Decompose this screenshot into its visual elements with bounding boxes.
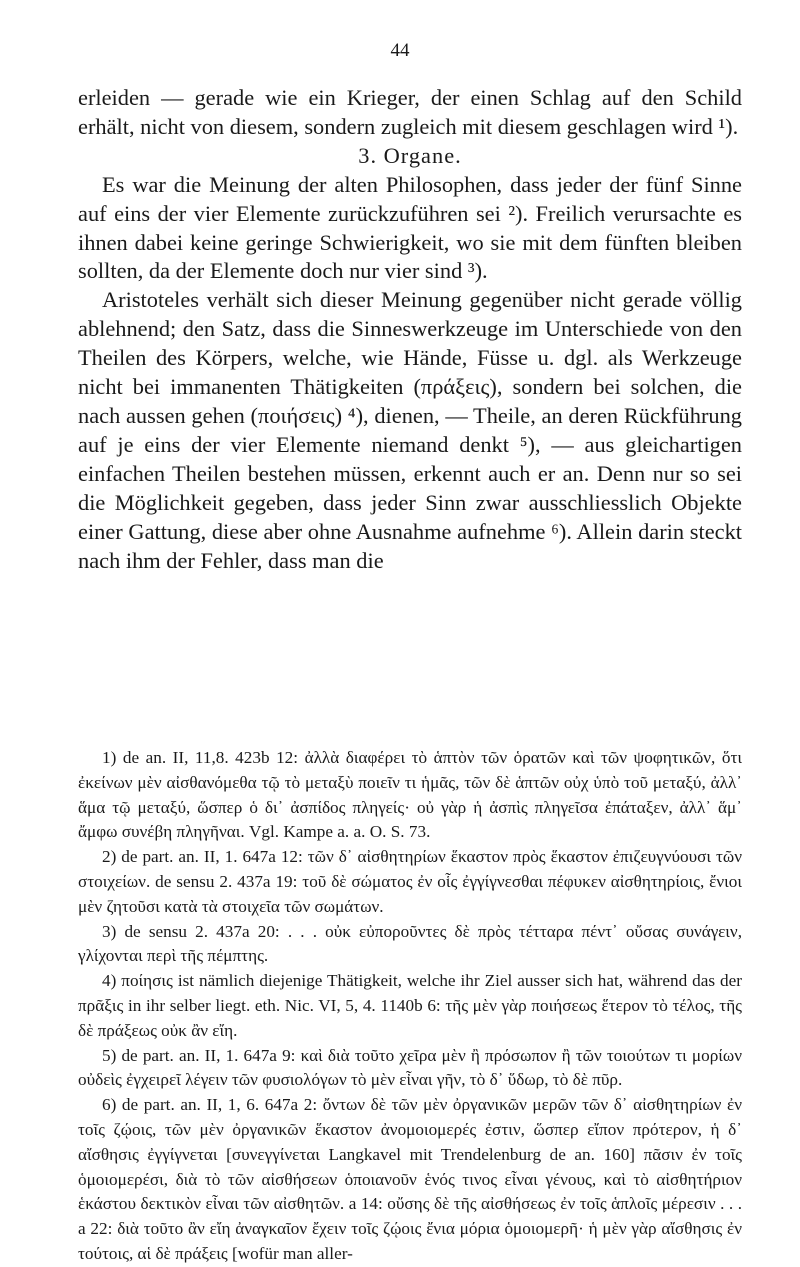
footnotes	[78, 746, 742, 1267]
page-number: 44	[390, 40, 410, 61]
main-text	[78, 84, 742, 575]
paragraph-2: Es war die Meinung der alten Philosophen, dass jeder der fünf Sinne auf eins der vier Elemente zurückzuführen sei ²). Freilich verursachte es ihnen dabei keine geringe Schwierigkeit, wo sie mit dem fünften bleiben sollten, da der Elemente doch nur vier sind ³).	[78, 171, 742, 284]
footnote-2: 2) de part. an. II, 1. 647a 12: τῶν δ᾽ αἰσθητηρίων ἕκαστον πρὸς ἕκαστον ἐπιζευγνύουσι τῶν στοιχείων. de sensu 2. 437a 19: τοῦ δὲ σώματος ἐν οἷς ἐγγίγνεσθαι πέφυκεν αἰσθητηρίοις, ἔνιοι μὲν ζητοῦσι κατὰ τὰ στοιχεῖα τῶν σωμάτων.	[78, 847, 742, 916]
paragraph-1: erleiden — gerade wie ein Krieger, der einen Schlag auf den Schild erhält, nicht von diesem, sondern zugleich mit diesem geschlagen wird ¹).	[78, 85, 742, 139]
footnote-1: 1) de an. II, 11,8. 423b 12: ἀλλὰ διαφέρει τὸ ἁπτὸν τῶν ὁρατῶν καὶ τῶν ψοφητικῶν, ὅτι ἐκείνων μὲν αἰσθανόμεθα τῷ τὸ μεταξὺ ποιεῖν τι ἡμᾶς, τῶν δὲ ἁπτῶν οὐχ ὑπὸ τοῦ μεταξύ, ἀλλ᾽ ἅμα τῷ μεταξύ, ὥσπερ ὁ δι᾽ ἀσπίδος πληγείς· οὐ γὰρ ἡ ἀσπὶς πληγεῖσα ἐπάταξεν, ἀλλ᾽ ἅμ᾽ ἄμφω συνέβη πληγῆναι. Vgl. Kampe a. a. O. S. 73.	[78, 748, 742, 842]
footnote-6: 6) de part. an. II, 1, 6. 647a 2: ὄντων δὲ τῶν μὲν ὀργανικῶν μερῶν τῶν δ᾽ αἰσθητηρίων ἐν τοῖς ζῴοις, τῶν μὲν ὀργανικῶν ἕκαστον ἀνομοιομερές ἐστιν, ὥσπερ εἴπον πρότερον, ἡ δ᾽ αἴσθησις ἐγγίγνεται [συνεγγίνεται Langkavel mit Trendelenburg de an. 160] πᾶσιν ἐν τοῖς ὁμοιομερέσι, διὰ τὸ τῶν αἰσθήσεων ὁποιανοῦν ἑνός τινος εἶναι γένους, καὶ τὸ αἰσθητήριον ἑκάστου δεκτικὸν εἶναι τῶν αἰσθητῶν. a 14: οὔσης δὲ τῆς αἰσθήσεως ἐν τοῖς ἁπλοῖς μέρεσιν . . . a 22: διὰ τοῦτο ἂν εἴη ἀναγκαῖον ἔχειν τοῖς ζῴοις ἔνια μόρια ὁμοιομερῆ· ἡ μὲν γὰρ αἴσθησις ἐν τούτοις, αἱ δὲ πράξεις [wofür man aller-	[78, 1095, 742, 1263]
footnote-4: 4) ποίησις ist nämlich diejenige Thätigkeit, welche ihr Ziel ausser sich hat, während das der πρᾶξις in ihr selber liegt. eth. Nic. VI, 5, 4. 1140b 6: τῆς μὲν γὰρ ποιήσεως ἕτερον τὸ τέλος, τῆς δὲ πράξεως οὐκ ἂν εἴη.	[78, 971, 742, 1040]
section-heading: 3. Organe.	[358, 142, 462, 168]
paragraph-3: Aristoteles verhält sich dieser Meinung gegenüber nicht gerade völlig ablehnend; den Satz, dass die Sinneswerkzeuge im Unterschiede von den Theilen des Körpers, welche, wie Hände, Füsse u. dgl. als Werkzeuge nicht bei immanenten Thätigkeiten (πράξεις), sondern bei solchen, die nach aussen gehen (ποιήσεις) ⁴), dienen, — Theile, an deren Rückführung auf je eins der vier Elemente niemand denkt ⁵), — aus gleichartigen einfachen Theilen bestehen müssen, erkennt auch er an. Denn nur so sei die Möglichkeit gegeben, dass jeder Sinn zwar ausschliesslich Objekte einer Gattung, diese aber ohne Ausnahme aufnehme ⁶). Allein darin steckt nach ihm der Fehler, dass man die	[78, 287, 742, 573]
footnote-3: 3) de sensu 2. 437a 20: . . . οὐκ εὐποροῦντες δὲ πρὸς τέτταρα πέντ᾽ οὔσας συνάγειν, γλίχονται περὶ τῆς πέμπτης.	[78, 921, 742, 966]
footnote-5: 5) de part. an. II, 1. 647a 9: καὶ διὰ τοῦτο χεῖρα μὲν ἢ πρόσωπον ἢ τῶν τοιούτων τι μορίων οὐδεὶς ἐγχειρεῖ λέγειν τῶν φυσιολόγων τὸ μὲν εἶναι γῆν, τὸ δ᾽ ὕδωρ, τὸ δὲ πῦρ.	[78, 1045, 742, 1090]
